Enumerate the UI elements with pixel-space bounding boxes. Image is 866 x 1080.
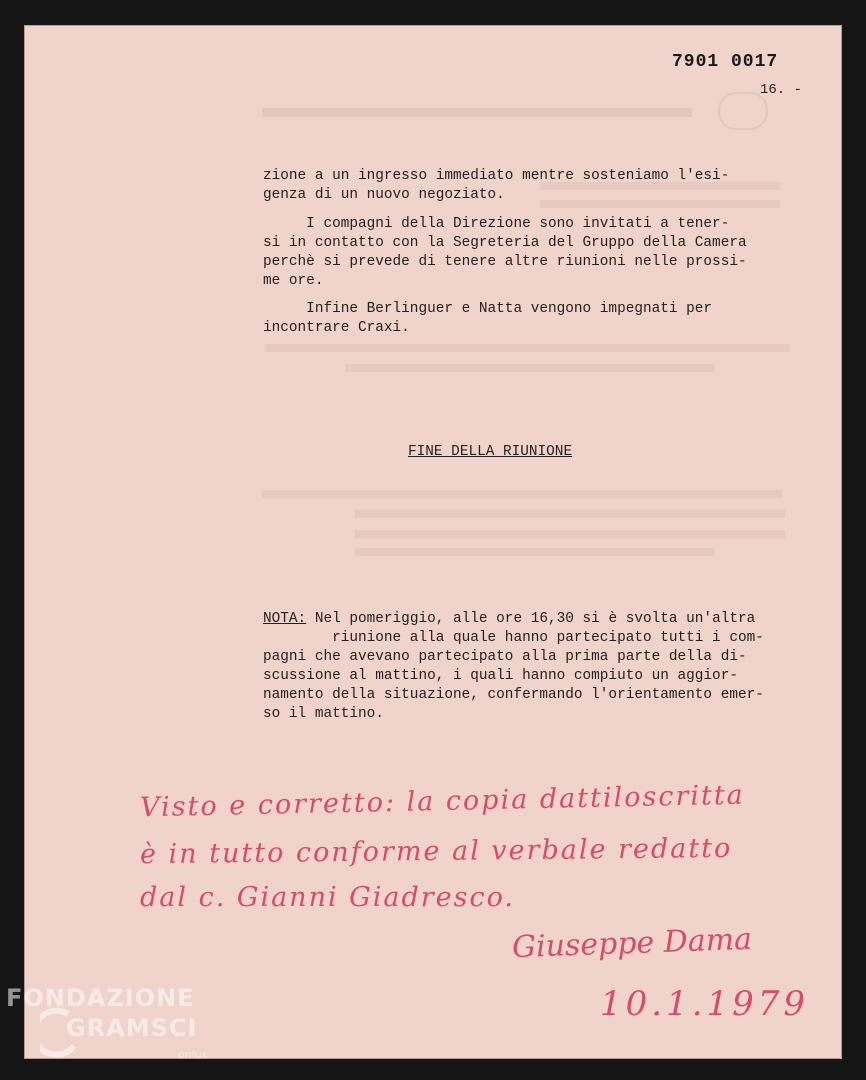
handwritten-date: 10.1.1979 (600, 984, 810, 1024)
body-line: genza di un nuovo negoziato. (263, 187, 505, 203)
handwritten-signature: Giuseppe Dama (511, 921, 753, 966)
end-of-meeting-heading: FINE DELLA RIUNIONE (408, 444, 573, 460)
body-line: incontrare Craxi. (263, 320, 410, 336)
nota-label: NOTA: (263, 611, 307, 627)
fondazione-gramsci-watermark (6, 984, 236, 1074)
handwritten-note-line: dal c. Gianni Giadresco. (140, 882, 515, 913)
handwritten-note-line: è in tutto conforme al verbale redatto (139, 832, 733, 871)
watermark-line1: FONDAZIONE (6, 984, 195, 1012)
body-line: me ore. (263, 273, 324, 289)
page-number: 16. - (760, 82, 803, 98)
watermark-line3: onlus (178, 1048, 208, 1061)
nota-line: so il mattino. (263, 706, 384, 722)
watermark-line2: GRAMSCI (66, 1014, 198, 1042)
body-line: I compagni della Direzione sono invitati a tener- (263, 216, 730, 232)
nota-line: pagni che avevano partecipato alla prima parte della di- (263, 649, 747, 665)
nota-line: riunione alla quale hanno partecipato tutti i com- (263, 630, 764, 646)
handwritten-note-line: Visto e corretto: la copia dattiloscritta (139, 779, 746, 824)
nota-first-line (263, 611, 755, 627)
body-line: zione a un ingresso immediato mentre sosteniamo l'esi- (263, 168, 730, 184)
archive-number: 7901 0017 (672, 52, 779, 72)
body-line: Infine Berlinguer e Natta vengono impegnati per (263, 301, 713, 317)
body-line: perchè si prevede di tenere altre riunioni nelle prossi- (263, 254, 747, 270)
nota-line: namento della situazione, confermando l'orientamento emer- (263, 687, 764, 703)
nota-text: Nel pomeriggio, alle ore 16,30 si è svolta un'altra (306, 611, 756, 627)
body-line: si in contatto con la Segreteria del Gruppo della Camera (263, 235, 747, 251)
nota-line: scussione al mattino, i quali hanno compiuto un aggior- (263, 668, 738, 684)
